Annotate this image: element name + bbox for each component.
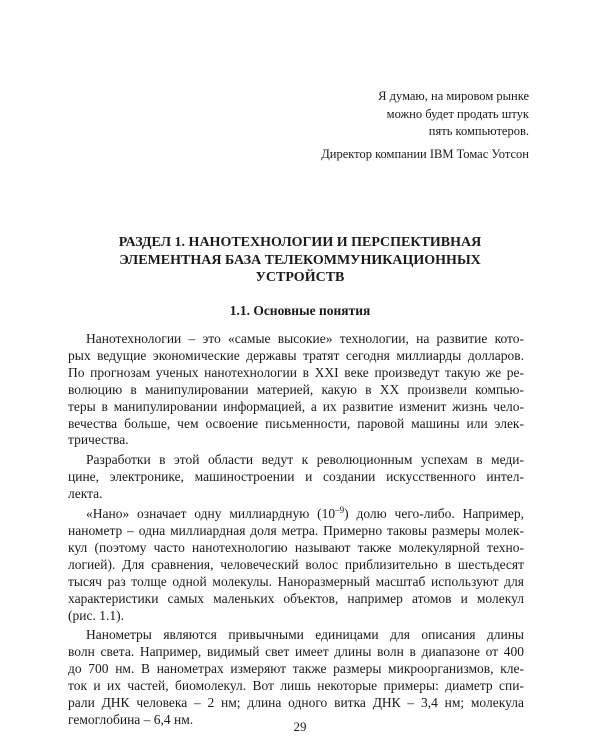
text-line: цине, электронике, машиностроении и создании искусственного интел- xyxy=(68,469,524,485)
text-line: рых ведущие экономические державы тратят сегодня миллиарды долларов. xyxy=(68,347,524,363)
paragraph xyxy=(68,331,524,449)
text-line: теры в манипулировании информацией, а их развитие изменит жизнь чело- xyxy=(68,398,524,414)
text-segment: ) долю чего-либо. Например, xyxy=(344,506,524,522)
chapter-title-line: ЭЛЕМЕНТНАЯ БАЗА ТЕЛЕКОММУНИКАЦИОННЫХ xyxy=(119,252,481,268)
text-line: рали ДНК человека – 2 нм; длина одного витка ДНК – 3,4 нм; молекула xyxy=(68,695,524,711)
text-line: (рис. 1.1). xyxy=(68,607,124,623)
text-line: до 700 нм. В нанометрах измеряют также размеры микроорганизмов, кле- xyxy=(68,661,524,677)
epigraph-line: можно будет продать штук xyxy=(386,106,529,121)
exponent: –9 xyxy=(335,505,345,516)
text-line: Разработки в этой области ведут к революционным успехам в меди- xyxy=(86,452,524,468)
text-line: лекта. xyxy=(68,486,103,502)
chapter-title xyxy=(80,234,520,287)
chapter-title-line: РАЗДЕЛ 1. НАНОТЕХНОЛОГИИ И ПЕРСПЕКТИВНАЯ xyxy=(118,235,482,250)
text-line: кул (поэтому часто нанотехнологию называют также молекулярной техно- xyxy=(68,539,524,555)
paragraph xyxy=(68,506,524,624)
text-line: характеристики самых маленьких объектов, например атомов и молекул xyxy=(68,590,524,606)
body-text xyxy=(68,331,524,732)
text-segment: «Нано» означает одну миллиардную (10 xyxy=(86,506,336,522)
epigraph-author xyxy=(321,146,529,164)
text-line: ток и их частей, биомолекул. Вот лишь некоторые примеры: диаметр спи- xyxy=(68,678,524,694)
text-line: По прогнозам ученых нанотехнологии в XXI веке произведут такую же ре- xyxy=(68,364,524,380)
paragraph xyxy=(68,452,524,503)
text-line: Нанотехнологии – это «самые высокие» технологии, на развитие кото- xyxy=(86,331,524,346)
text-line xyxy=(68,506,524,523)
chapter-title-line: УСТРОЙСТВ xyxy=(255,270,345,285)
page-number: 29 xyxy=(293,719,307,734)
text-line: тричества. xyxy=(68,432,129,448)
text-line: Нанометры являются привычными единицами для описания длины xyxy=(86,627,524,643)
text-line: волюцию в манипулировании материей, какую в XX произвели компью- xyxy=(68,381,524,397)
epigraph-line: пять компьютеров. xyxy=(428,124,529,138)
epigraph-author-text: Директор компании IBM Томас Уотсон xyxy=(321,147,529,161)
text-line: вечества больше, чем освоение письменности, паровой машины или элек- xyxy=(68,415,524,431)
section-title: 1.1. Основные понятия xyxy=(229,303,371,318)
text-line: логией). Для сравнения, человеческий волос приблизительно в шестьдесят xyxy=(68,556,524,572)
epigraph-quote xyxy=(378,88,529,141)
text-line: тысяч раз толще одной молекулы. Наноразмерный масштаб используют для xyxy=(68,573,524,589)
text-line: волн света. Например, видимый свет имеет длины волн в диапазоне от 400 xyxy=(68,644,524,660)
paragraph xyxy=(68,627,524,728)
text-line: гемоглобина – 6,4 нм. xyxy=(68,711,194,727)
text-line: нанометр – одна миллиардная доля метра. Примерно таковы размеры молек- xyxy=(68,522,524,538)
epigraph-line: Я думаю, на мировом рынке xyxy=(378,89,529,103)
